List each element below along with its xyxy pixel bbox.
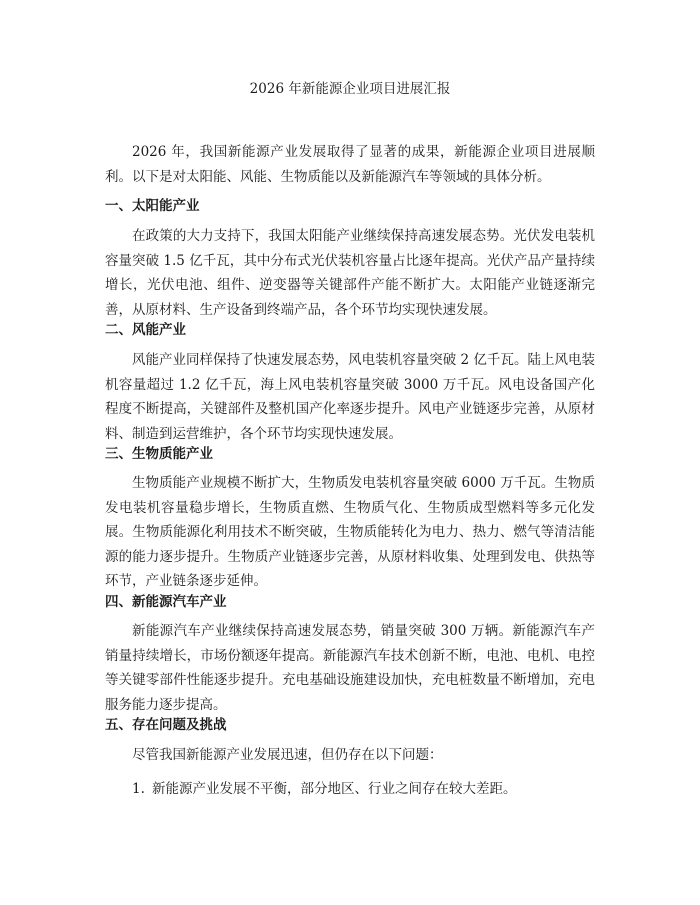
section-text-biomass: 生物质能产业规模不断扩大，生物质发电装机容量突破 6000 万千瓦。生物质发电装机容量稳步增长，生物质直燃、生物质气化、生物质成型燃料等多元化发展。生物质能源化利用技术不断突破，生物质能转化为电力、热力、燃气等清洁能源的能力逐步提升。生物质产业链逐步完善，从原材料收集、处理到发电、供热等环节，产业链条逐步延伸。 (105, 475, 595, 589)
section-heading-nev: 四、新能源汽车产业 (105, 594, 227, 610)
section-text-nev: 新能源汽车产业继续保持高速发展态势，销量突破 300 万辆。新能源汽车产销量持续增长，市场份额逐年提高。新能源汽车技术创新不断，电池、电机、电控等关键零部件性能逐步提升。充电基础设施建设加快，充电桩数量不断增加，充电服务能力逐步提高。 (105, 623, 595, 713)
section-text-challenges: 尽管我国新能源产业发展迅速，但仍存在以下问题： (132, 747, 443, 763)
section-heading-wind: 二、风能产业 (105, 322, 186, 338)
list-item-number: 1. (132, 781, 145, 797)
section-text-solar: 在政策的大力支持下，我国太阳能产业继续保持高速发展态势。光伏发电装机容量突破 1.5 亿千瓦，其中分布式光伏装机容量占比逐年提高。光伏产品产量持续增长，光伏电池、组件、逆变器等关键部件产能不断扩大。太阳能产业链逐渐完善，从原材料、生产设备到终端产品，各个环节均实现快速发展。 (105, 228, 595, 318)
intro-paragraph: 2026 年，我国新能源产业发展取得了显著的成果，新能源企业项目进展顺利。以下是对太阳能、风能、生物质能以及新能源汽车等领域的具体分析。 (105, 144, 595, 185)
section-text-wind: 风能产业同样保持了快速发展态势，风电装机容量突破 2 亿千瓦。陆上风电装机容量超过 1.2 亿千瓦，海上风电装机容量突破 3000 万千瓦。风电设备国产化程度不断提高，关键部件及整机国产化率逐步提升。风电产业链逐步完善，从原材料、制造到运营维护，各个环节均实现快速发展。 (105, 352, 595, 442)
section-heading-challenges: 五、存在问题及挑战 (105, 717, 227, 733)
list-item (132, 777, 595, 802)
document-title: 2026 年新能源企业项目进展汇报 (249, 81, 451, 97)
list-item-text: 新能源产业发展不平衡，部分地区、行业之间存在较大差距。 (152, 781, 517, 797)
section-heading-biomass: 三、生物质能产业 (105, 446, 213, 462)
section-heading-solar: 一、太阳能产业 (105, 198, 200, 214)
